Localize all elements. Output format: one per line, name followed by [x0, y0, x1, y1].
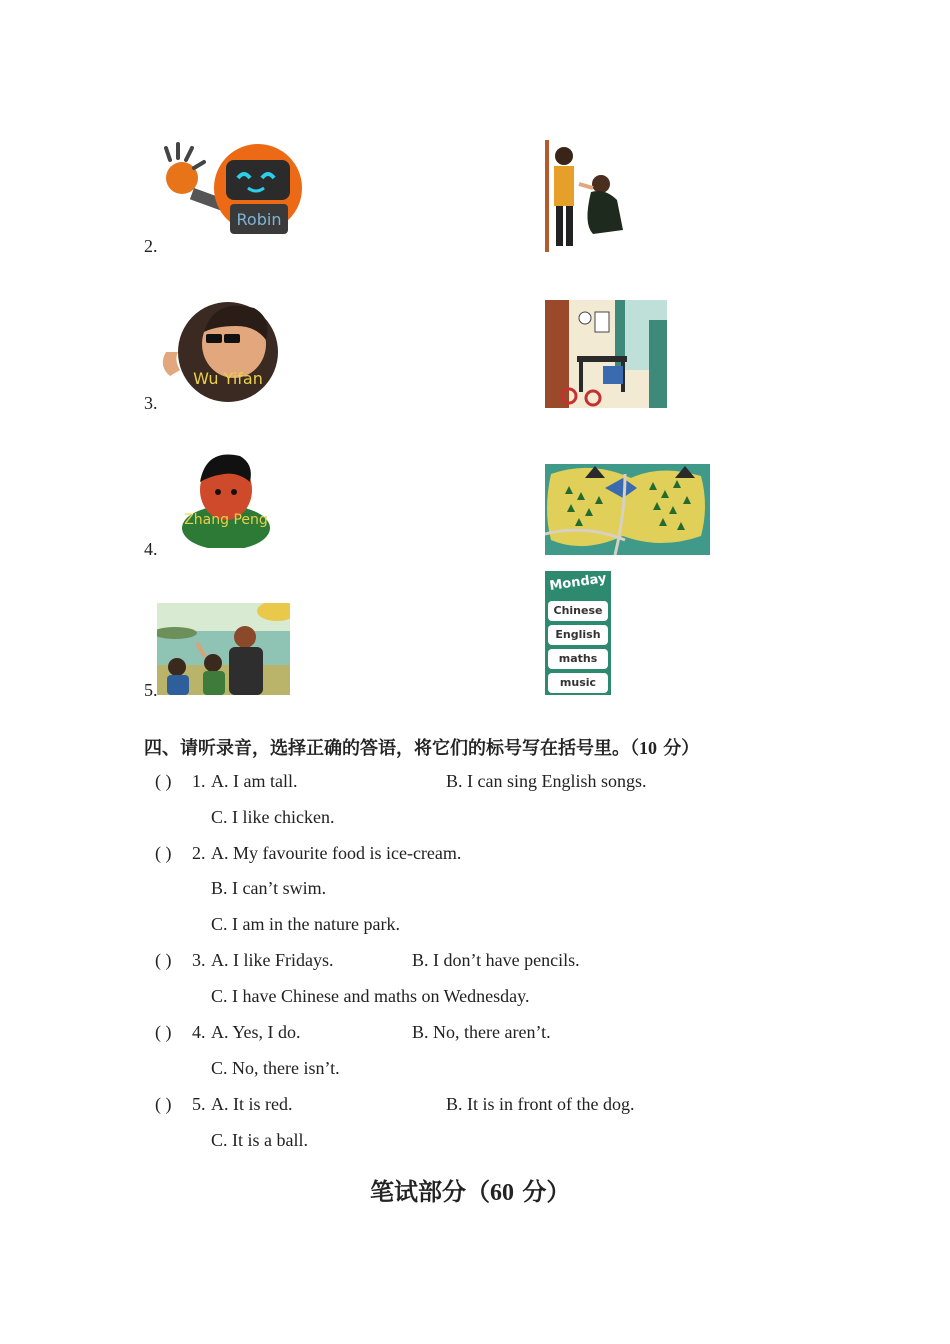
- option-c: C. I have Chinese and maths on Wednesday.: [211, 986, 530, 1006]
- schedule-day: Monday: [548, 571, 608, 594]
- option-b: B. No, there aren’t.: [412, 1022, 551, 1042]
- question-number: 4.: [192, 1022, 206, 1042]
- picture-label: Robin: [236, 210, 282, 229]
- option-b: B. I don’t have pencils.: [412, 950, 580, 970]
- option-a: A. Yes, I do.: [211, 1022, 301, 1042]
- question-number: 2.: [192, 843, 206, 863]
- picture-number: 5.: [144, 680, 158, 700]
- option-a: A. It is red.: [211, 1094, 293, 1114]
- boy-zhang-peng-picture: [180, 448, 270, 548]
- option-c: C. I am in the nature park.: [211, 914, 400, 934]
- answer-bracket: ( ): [155, 843, 172, 863]
- measuring-height-picture: [545, 140, 627, 252]
- section4-heading: 四、请听录音，选择正确的答语，将它们的标号写在括号里。（10 分）: [144, 738, 700, 759]
- schedule-subject: Chinese: [548, 601, 608, 621]
- bedroom-picture: [545, 300, 667, 408]
- schedule-subject: English: [548, 625, 608, 645]
- option-c: C. It is a ball.: [211, 1130, 308, 1150]
- answer-bracket: ( ): [155, 771, 172, 791]
- option-c: C. No, there isn’t.: [211, 1058, 340, 1078]
- answer-bracket: ( ): [155, 950, 172, 970]
- robot-robin-picture: [160, 138, 305, 246]
- nature-park-map-picture: [545, 464, 710, 555]
- option-b: B. It is in front of the dog.: [446, 1094, 635, 1114]
- question-number: 3.: [192, 950, 206, 970]
- option-a: A. I am tall.: [211, 771, 298, 791]
- schedule-subject: maths: [548, 649, 608, 669]
- option-a: A. I like Fridays.: [211, 950, 334, 970]
- question-number: 5.: [192, 1094, 206, 1114]
- monday-schedule-picture: [545, 571, 611, 695]
- option-c: C. I like chicken.: [211, 807, 335, 827]
- option-a: A. My favourite food is ice-cream.: [211, 843, 462, 863]
- family-at-lake-picture: [157, 603, 290, 695]
- picture-label: Wu Yifan: [193, 369, 263, 388]
- option-b: B. I can sing English songs.: [446, 771, 647, 791]
- answer-bracket: ( ): [155, 1094, 172, 1114]
- schedule-subject: music: [548, 673, 608, 693]
- written-section-title: 笔试部分（60 分）: [370, 1178, 571, 1206]
- picture-number: 3.: [144, 393, 158, 413]
- boy-wu-yifan-picture: [158, 292, 278, 404]
- picture-number: 4.: [144, 539, 158, 559]
- picture-label: Zhang Peng: [184, 512, 268, 528]
- answer-bracket: ( ): [155, 1022, 172, 1042]
- picture-number: 2.: [144, 236, 158, 256]
- question-number: 1.: [192, 771, 206, 791]
- option-b: B. I can’t swim.: [211, 878, 327, 898]
